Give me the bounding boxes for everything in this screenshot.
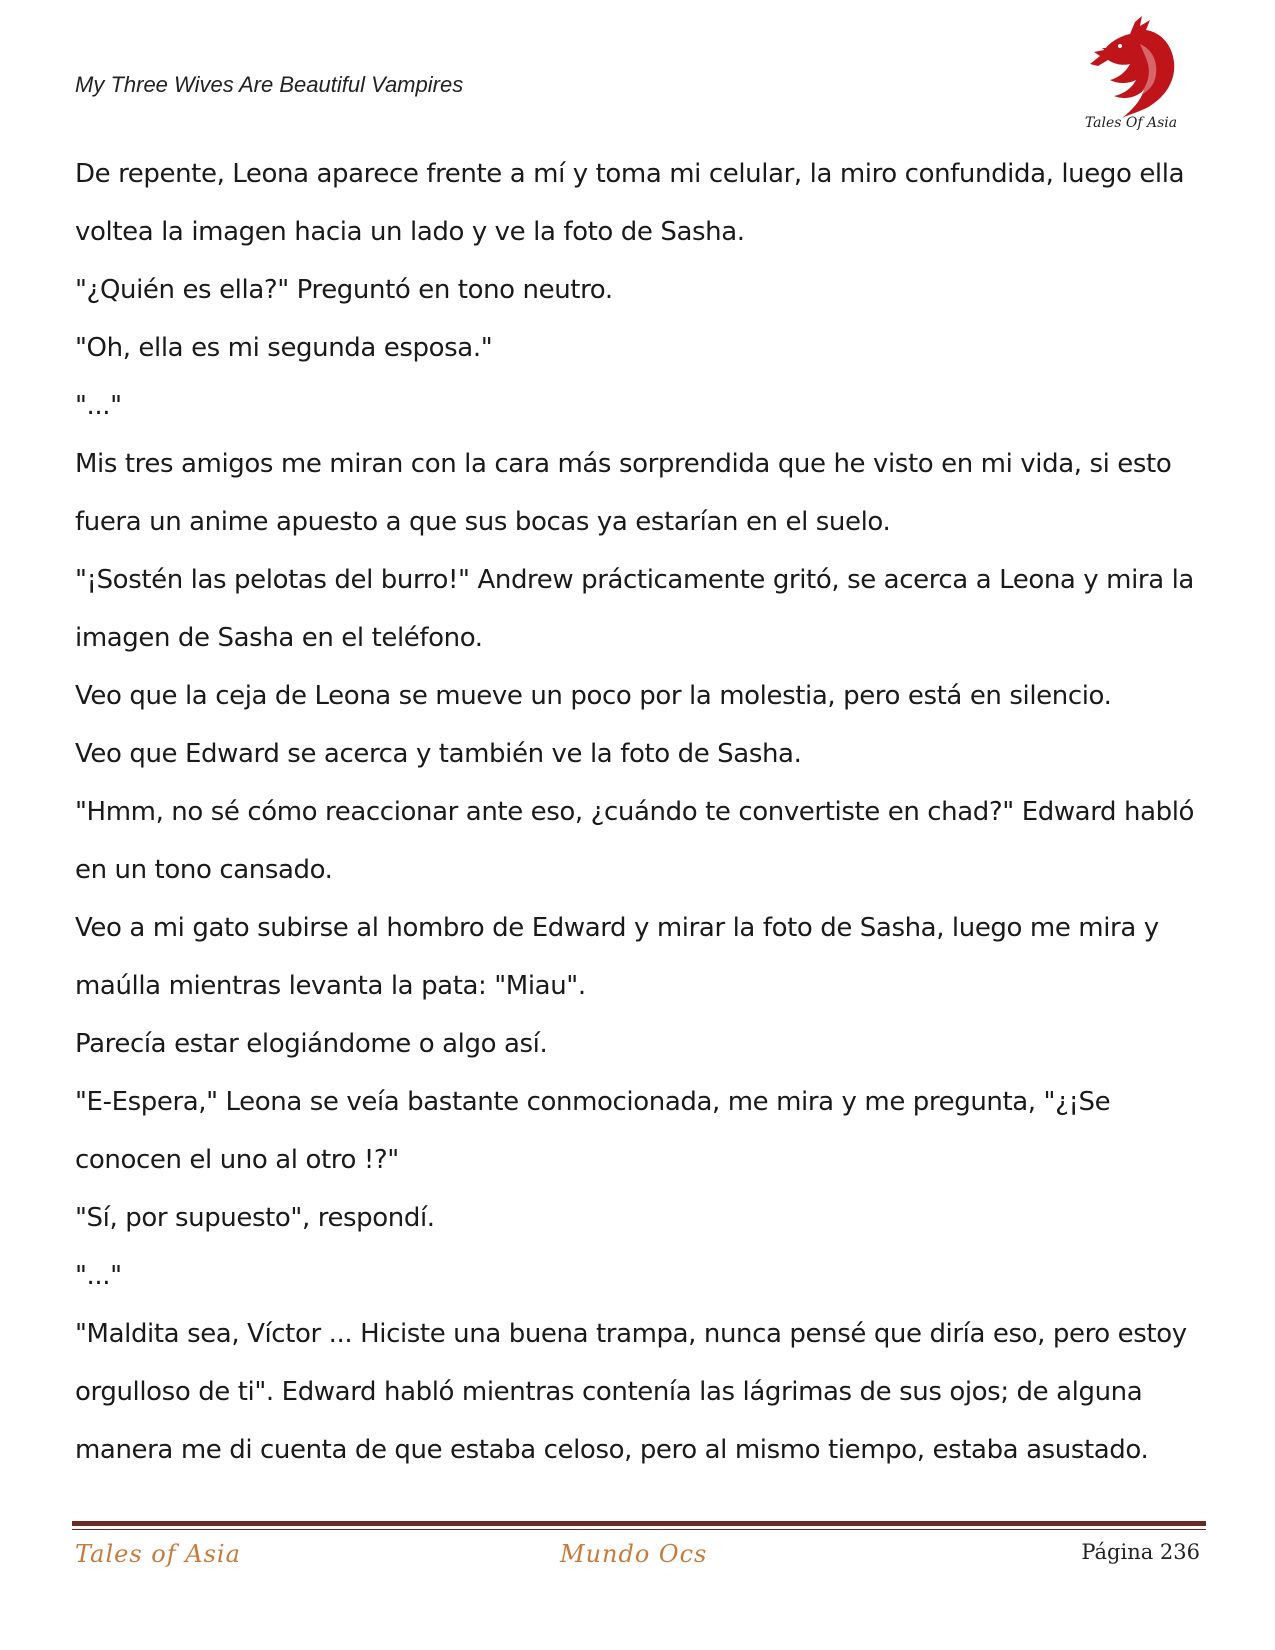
page-number: Página 236 xyxy=(1081,1540,1200,1564)
paragraph: Veo a mi gato subirse al hombro de Edward y mirar la foto de Sasha, luego me mira y maúlla mientras levanta la pata: "Miau". xyxy=(75,913,1159,1001)
document-title: My Three Wives Are Beautiful Vampires xyxy=(75,72,464,97)
paragraph: Veo que Edward se acerca y también ve la foto de Sasha. xyxy=(75,739,802,769)
logo-caption: Tales Of Asia xyxy=(1084,115,1178,131)
paragraph: "..." xyxy=(75,391,122,421)
paragraph: "¿Quién es ella?" Preguntó en tono neutro. xyxy=(75,275,613,305)
paragraph: "E-Espera," Leona se veía bastante conmocionada, me mira y me pregunta, "¿¡Se conocen el uno al otro !?" xyxy=(75,1087,1111,1175)
paragraph: Mis tres amigos me miran con la cara más sorprendida que he visto en mi vida, si esto fuera un anime apuesto a que sus bocas ya estarían en el suelo. xyxy=(75,449,1172,537)
paragraph: Parecía estar elogiándome o algo así. xyxy=(75,1029,548,1059)
chapter-body xyxy=(75,145,1205,1479)
paragraph: "Sí, por supuesto", respondí. xyxy=(75,1203,435,1233)
paragraph: "..." xyxy=(75,1261,122,1291)
footer-translator: Mundo Ocs xyxy=(560,1540,708,1568)
footer-publisher: Tales of Asia xyxy=(75,1540,241,1568)
paragraph: "Maldita sea, Víctor ... Hiciste una buena trampa, nunca pensé que diría eso, pero estoy orgulloso de ti". Edward habló mientras contenía las lágrimas de sus ojos; de alguna manera me di cuenta de que estaba celoso, pero al mismo tiempo, estaba asustado. xyxy=(75,1319,1187,1465)
paragraph: "Oh, ella es mi segunda esposa." xyxy=(75,333,493,363)
paragraph: De repente, Leona aparece frente a mí y toma mi celular, la miro confundida, luego ella voltea la imagen hacia un lado y ve la foto de Sasha. xyxy=(75,159,1185,247)
paragraph: "Hmm, no sé cómo reaccionar ante eso, ¿cuándo te convertiste en chad?" Edward habló en un tono cansado. xyxy=(75,797,1195,885)
paragraph: "¡Sostén las pelotas del burro!" Andrew prácticamente gritó, se acerca a Leona y mira la imagen de Sasha en el teléfono. xyxy=(75,565,1194,653)
footer-divider-thin xyxy=(72,1529,1206,1530)
paragraph: Veo que la ceja de Leona se mueve un poco por la molestia, pero está en silencio. xyxy=(75,681,1112,711)
footer-divider-thick xyxy=(72,1521,1206,1526)
